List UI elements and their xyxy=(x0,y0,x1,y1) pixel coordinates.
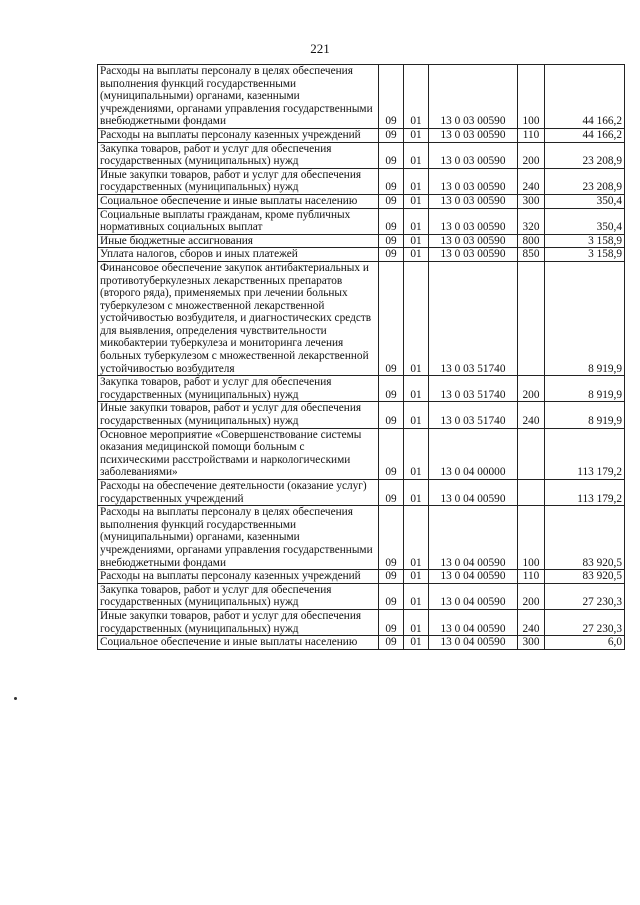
expense-type-cell: 300 xyxy=(518,636,545,650)
table-row xyxy=(98,636,625,650)
table-row xyxy=(98,128,625,142)
subsection-code-cell: 01 xyxy=(404,248,429,262)
section-code-cell: 09 xyxy=(379,376,404,402)
expense-type-cell: 110 xyxy=(518,570,545,584)
target-article-cell: 13 0 04 00590 xyxy=(429,609,518,635)
table-row xyxy=(98,261,625,375)
amount-cell: 350,4 xyxy=(545,194,625,208)
subsection-code-cell: 01 xyxy=(404,194,429,208)
expense-name-cell: Социальное обеспечение и иные выплаты населению xyxy=(98,636,379,650)
subsection-code-cell: 01 xyxy=(404,402,429,428)
subsection-code-cell: 01 xyxy=(404,480,429,506)
amount-cell: 27 230,3 xyxy=(545,609,625,635)
section-code-cell: 09 xyxy=(379,208,404,234)
table-row xyxy=(98,248,625,262)
table-row xyxy=(98,168,625,194)
expense-name-cell: Закупка товаров, работ и услуг для обеспечения государственных (муниципальных) нужд xyxy=(98,376,379,402)
target-article-cell: 13 0 03 00590 xyxy=(429,65,518,129)
expense-type-cell: 320 xyxy=(518,208,545,234)
subsection-code-cell: 01 xyxy=(404,208,429,234)
target-article-cell: 13 0 03 51740 xyxy=(429,376,518,402)
amount-cell: 8 919,9 xyxy=(545,402,625,428)
section-code-cell: 09 xyxy=(379,261,404,375)
table-row xyxy=(98,142,625,168)
target-article-cell: 13 0 03 51740 xyxy=(429,261,518,375)
table-row xyxy=(98,65,625,129)
amount-cell: 113 179,2 xyxy=(545,428,625,479)
table-row xyxy=(98,583,625,609)
table-row xyxy=(98,609,625,635)
expense-name-cell: Социальное обеспечение и иные выплаты населению xyxy=(98,194,379,208)
amount-cell: 113 179,2 xyxy=(545,480,625,506)
subsection-code-cell: 01 xyxy=(404,376,429,402)
expense-type-cell xyxy=(518,261,545,375)
subsection-code-cell: 01 xyxy=(404,570,429,584)
amount-cell: 83 920,5 xyxy=(545,570,625,584)
expense-name-cell: Основное мероприятие «Совершенствование системы оказания медицинской помощи больным с психическими расстройствами и наркологическими заболеваниями» xyxy=(98,428,379,479)
section-code-cell: 09 xyxy=(379,234,404,248)
expense-name-cell: Расходы на выплаты персоналу казенных учреждений xyxy=(98,128,379,142)
amount-cell: 3 158,9 xyxy=(545,248,625,262)
target-article-cell: 13 0 04 00000 xyxy=(429,428,518,479)
table-row xyxy=(98,208,625,234)
expense-type-cell: 240 xyxy=(518,402,545,428)
expense-name-cell: Закупка товаров, работ и услуг для обеспечения государственных (муниципальных) нужд xyxy=(98,583,379,609)
expense-name-cell: Иные бюджетные ассигнования xyxy=(98,234,379,248)
target-article-cell: 13 0 04 00590 xyxy=(429,506,518,570)
table-row xyxy=(98,376,625,402)
section-code-cell: 09 xyxy=(379,609,404,635)
expense-name-cell: Иные закупки товаров, работ и услуг для обеспечения государственных (муниципальных) нужд xyxy=(98,402,379,428)
table-row xyxy=(98,480,625,506)
table-row xyxy=(98,428,625,479)
expense-type-cell: 200 xyxy=(518,583,545,609)
expense-type-cell: 110 xyxy=(518,128,545,142)
subsection-code-cell: 01 xyxy=(404,128,429,142)
expense-name-cell: Закупка товаров, работ и услуг для обеспечения государственных (муниципальных) нужд xyxy=(98,142,379,168)
amount-cell: 350,4 xyxy=(545,208,625,234)
subsection-code-cell: 01 xyxy=(404,65,429,129)
amount-cell: 8 919,9 xyxy=(545,376,625,402)
expense-name-cell: Социальные выплаты гражданам, кроме публичных нормативных социальных выплат xyxy=(98,208,379,234)
amount-cell: 23 208,9 xyxy=(545,142,625,168)
subsection-code-cell: 01 xyxy=(404,168,429,194)
target-article-cell: 13 0 03 00590 xyxy=(429,248,518,262)
table-row xyxy=(98,402,625,428)
expense-type-cell: 300 xyxy=(518,194,545,208)
section-code-cell: 09 xyxy=(379,194,404,208)
subsection-code-cell: 01 xyxy=(404,583,429,609)
target-article-cell: 13 0 04 00590 xyxy=(429,570,518,584)
section-code-cell: 09 xyxy=(379,65,404,129)
expense-type-cell: 100 xyxy=(518,65,545,129)
expense-name-cell: Финансовое обеспечение закупок антибактериальных и противотуберкулезных лекарственных препаратов (второго ряда), применяемых при лечении больных туберкулезом с множественной лекарственной устойчивостью возбудителя, и диагностических средств для выявления, определения чувствительности микобактерии туберкулеза и мониторинга лечения больных туберкулезом с множественной лекарственной устойчивостью возбудителя xyxy=(98,261,379,375)
table-row xyxy=(98,234,625,248)
subsection-code-cell: 01 xyxy=(404,142,429,168)
target-article-cell: 13 0 03 00590 xyxy=(429,208,518,234)
amount-cell: 83 920,5 xyxy=(545,506,625,570)
subsection-code-cell: 01 xyxy=(404,506,429,570)
target-article-cell: 13 0 04 00590 xyxy=(429,583,518,609)
target-article-cell: 13 0 04 00590 xyxy=(429,480,518,506)
expense-type-cell: 800 xyxy=(518,234,545,248)
section-code-cell: 09 xyxy=(379,128,404,142)
expense-name-cell: Уплата налогов, сборов и иных платежей xyxy=(98,248,379,262)
table-row xyxy=(98,570,625,584)
expense-type-cell xyxy=(518,480,545,506)
target-article-cell: 13 0 03 00590 xyxy=(429,194,518,208)
expense-name-cell: Расходы на выплаты персоналу казенных учреждений xyxy=(98,570,379,584)
expense-name-cell: Расходы на выплаты персоналу в целях обеспечения выполнения функций государственными (муниципальными) органами, казенными учреждениями, органами управления государственными внебюджетными фондами xyxy=(98,506,379,570)
target-article-cell: 13 0 03 51740 xyxy=(429,402,518,428)
table-row xyxy=(98,506,625,570)
section-code-cell: 09 xyxy=(379,168,404,194)
amount-cell: 3 158,9 xyxy=(545,234,625,248)
section-code-cell: 09 xyxy=(379,636,404,650)
section-code-cell: 09 xyxy=(379,402,404,428)
budget-table-body xyxy=(98,65,625,650)
amount-cell: 27 230,3 xyxy=(545,583,625,609)
amount-cell: 44 166,2 xyxy=(545,128,625,142)
subsection-code-cell: 01 xyxy=(404,261,429,375)
expense-type-cell: 200 xyxy=(518,376,545,402)
amount-cell: 23 208,9 xyxy=(545,168,625,194)
subsection-code-cell: 01 xyxy=(404,609,429,635)
target-article-cell: 13 0 03 00590 xyxy=(429,234,518,248)
target-article-cell: 13 0 03 00590 xyxy=(429,168,518,194)
subsection-code-cell: 01 xyxy=(404,428,429,479)
expense-name-cell: Расходы на выплаты персоналу в целях обеспечения выполнения функций государственными (муниципальными) органами, казенными учреждениями, органами управления государственными внебюджетными фондами xyxy=(98,65,379,129)
section-code-cell: 09 xyxy=(379,142,404,168)
section-code-cell: 09 xyxy=(379,480,404,506)
section-code-cell: 09 xyxy=(379,583,404,609)
expense-name-cell: Иные закупки товаров, работ и услуг для обеспечения государственных (муниципальных) нужд xyxy=(98,609,379,635)
amount-cell: 6,0 xyxy=(545,636,625,650)
target-article-cell: 13 0 04 00590 xyxy=(429,636,518,650)
page-number: 221 xyxy=(310,41,330,56)
expense-type-cell: 850 xyxy=(518,248,545,262)
target-article-cell: 13 0 03 00590 xyxy=(429,128,518,142)
table-row xyxy=(98,194,625,208)
subsection-code-cell: 01 xyxy=(404,636,429,650)
expense-type-cell: 100 xyxy=(518,506,545,570)
section-code-cell: 09 xyxy=(379,248,404,262)
subsection-code-cell: 01 xyxy=(404,234,429,248)
expense-type-cell: 200 xyxy=(518,142,545,168)
budget-table xyxy=(97,64,625,650)
expense-name-cell: Иные закупки товаров, работ и услуг для обеспечения государственных (муниципальных) нужд xyxy=(98,168,379,194)
expense-name-cell: Расходы на обеспечение деятельности (оказание услуг) государственных учреждений xyxy=(98,480,379,506)
section-code-cell: 09 xyxy=(379,506,404,570)
amount-cell: 44 166,2 xyxy=(545,65,625,129)
scan-speck xyxy=(14,697,17,700)
expense-type-cell xyxy=(518,428,545,479)
amount-cell: 8 919,9 xyxy=(545,261,625,375)
target-article-cell: 13 0 03 00590 xyxy=(429,142,518,168)
expense-type-cell: 240 xyxy=(518,609,545,635)
section-code-cell: 09 xyxy=(379,428,404,479)
expense-type-cell: 240 xyxy=(518,168,545,194)
section-code-cell: 09 xyxy=(379,570,404,584)
